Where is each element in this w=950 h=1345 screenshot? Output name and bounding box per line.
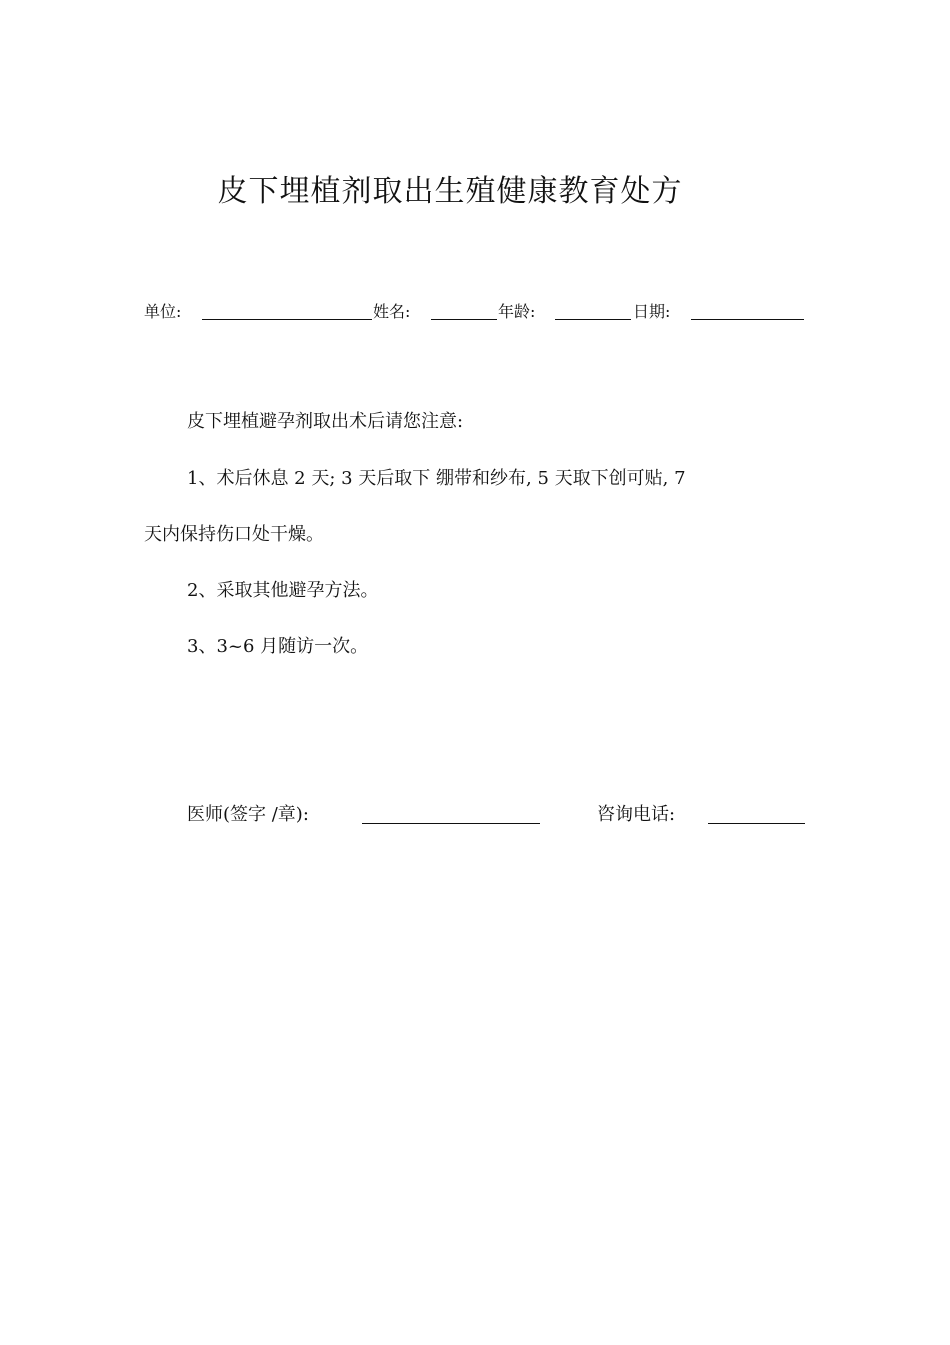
name-field[interactable]: [431, 319, 497, 320]
doctor-signature-label: 医师(签字 /章):: [187, 804, 309, 825]
name-label: 姓名:: [373, 302, 411, 321]
unit-field[interactable]: [202, 319, 372, 320]
phone-field[interactable]: [708, 823, 805, 824]
notice-item-1: 1、术后休息 2 天; 3 天后取下 绷带和纱布, 5 天取下创可贴, 7: [187, 468, 686, 489]
phone-label: 咨询电话:: [597, 804, 676, 825]
notice-item-1-continued: 天内保持伤口处干燥。: [144, 524, 324, 545]
intro-text: 皮下埋植避孕剂取出术后请您注意:: [187, 411, 464, 432]
age-field[interactable]: [555, 319, 631, 320]
date-label: 日期:: [633, 302, 671, 321]
unit-label: 单位:: [144, 302, 182, 321]
document-title: 皮下埋植剂取出生殖健康教育处方: [217, 174, 683, 209]
doctor-signature-field[interactable]: [362, 823, 540, 824]
notice-item-2: 2、采取其他避孕方法。: [187, 580, 379, 601]
notice-item-3: 3、3~6 月随访一次。: [187, 636, 369, 657]
age-label: 年龄:: [498, 302, 536, 321]
date-field[interactable]: [691, 319, 804, 320]
signature-row: [0, 801, 950, 829]
